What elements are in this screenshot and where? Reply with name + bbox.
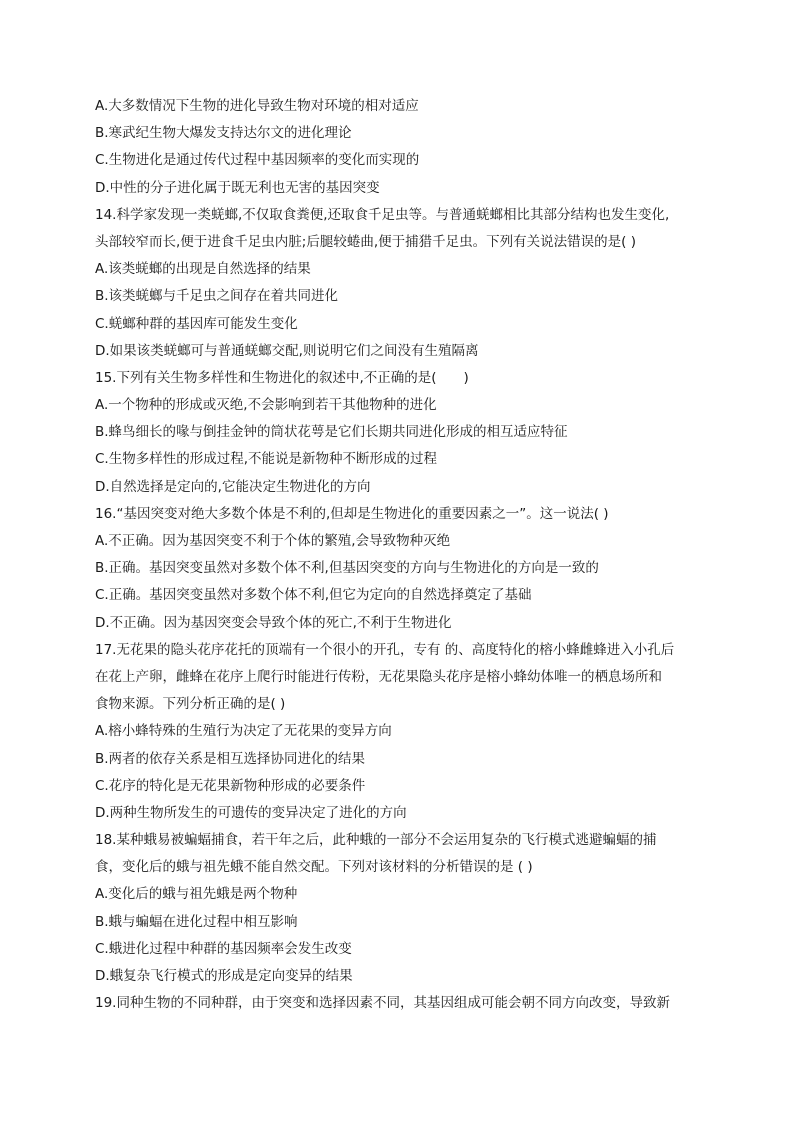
text-line: 在花上产卵，雌蜂在花序上爬行时能进行传粉，无花果隐头花序是榕小蜂幼体唯一的栖息场所和 xyxy=(95,668,662,685)
text-line: D.不正确。因为基因突变会导致个体的死亡,不利于生物进化 xyxy=(95,614,452,631)
text-line: A.大多数情况下生物的进化导致生物对环境的相对适应 xyxy=(95,98,419,114)
text-line: C.蛾进化过程中种群的基因频率会发生改变 xyxy=(95,940,352,957)
text-line: C.花序的特化是无花果新物种形成的必要条件 xyxy=(95,777,366,794)
text-line: A.榕小蜂特殊的生殖行为决定了无花果的变异方向 xyxy=(95,723,392,740)
text-line: D.两种生物所发生的可遗传的变异决定了进化的方向 xyxy=(95,804,407,821)
text-line: A.不正确。因为基因突变不利于个体的繁殖,会导致物种灭绝 xyxy=(95,533,451,549)
text-line: 14.科学家发现一类蜣螂,不仅取食粪便,还取食千足虫等。与普通蜣螂相比其部分结构也发生变化, xyxy=(95,206,670,223)
text-line: D.如果该类蜣螂可与普通蜣螂交配,则说明它们之间没有生殖隔离 xyxy=(95,342,479,359)
text-line: 18.某种蛾易被蝙蝠捕食，若干年之后，此种蛾的一部分不会运用复杂的飞行模式逃避蝙蝠的捕 xyxy=(95,832,657,849)
text-line: D.自然选择是定向的,它能决定生物进化的方向 xyxy=(95,478,371,495)
text-line: A.一个物种的形成或灭绝,不会影响到若干其他物种的进化 xyxy=(95,397,437,414)
text-line: D.蛾复杂飞行模式的形成是定向变异的结果 xyxy=(95,968,353,984)
text-line: 16.“基因突变对绝大多数个体是不利的,但却是生物进化的重要因素之一”。这一说法( ) xyxy=(95,505,609,522)
text-line: 头部较窄而长,便于进食千足虫内脏;后腿较蜷曲,便于捕猎千足虫。下列有关说法错误的是( ) xyxy=(95,233,636,250)
text-line: C.生物多样性的形成过程,不能说是新物种不断形成的过程 xyxy=(95,451,438,468)
text-line: B.寒武纪生物大爆发支持达尔文的进化理论 xyxy=(95,125,352,142)
text-line: 食物来源。下列分析正确的是( ) xyxy=(95,696,286,713)
text-line: B.两者的依存关系是相互选择协同进化的结果 xyxy=(95,750,366,767)
text-line: 17.无花果的隐头花序花托的顶端有一个很小的开孔，专有 的、高度特化的榕小蜂雌蜂进入小孔后 xyxy=(95,641,675,658)
text-line: A.该类蜣螂的出现是自然选择的结果 xyxy=(95,261,311,278)
text-line: B.该类蜣螂与千足虫之间存在着共同进化 xyxy=(95,288,339,305)
document-body xyxy=(95,93,715,1017)
text-line: 食，变化后的蛾与祖先蛾不能自然交配。下列对该材料的分析错误的是 ( ) xyxy=(95,859,533,876)
text-line: A.变化后的蛾与祖先蛾是两个物种 xyxy=(95,886,298,903)
text-line: B.蛾与蝙蝠在进化过程中相互影响 xyxy=(95,913,298,930)
text-line: C.正确。基因突变虽然对多数个体不利,但它为定向的自然选择奠定了基础 xyxy=(95,587,532,604)
text-line: 19.同种生物的不同种群，由于突变和选择因素不同，其基因组成可能会朝不同方向改变，导致新 xyxy=(95,995,670,1012)
text-line: 15.下列有关生物多样性和生物进化的叙述中,不正确的是( ) xyxy=(95,369,469,386)
text-line: C.生物进化是通过传代过程中基因频率的变化而实现的 xyxy=(95,152,420,169)
text-line: C.蜣螂种群的基因库可能发生变化 xyxy=(95,315,298,332)
text-line: B.蜂鸟细长的喙与倒挂金钟的筒状花萼是它们长期共同进化形成的相互适应特征 xyxy=(95,424,568,441)
text-line: B.正确。基因突变虽然对多数个体不利,但基因突变的方向与生物进化的方向是一致的 xyxy=(95,560,599,577)
text-line: D.中性的分子进化属于既无利也无害的基因突变 xyxy=(95,179,380,196)
